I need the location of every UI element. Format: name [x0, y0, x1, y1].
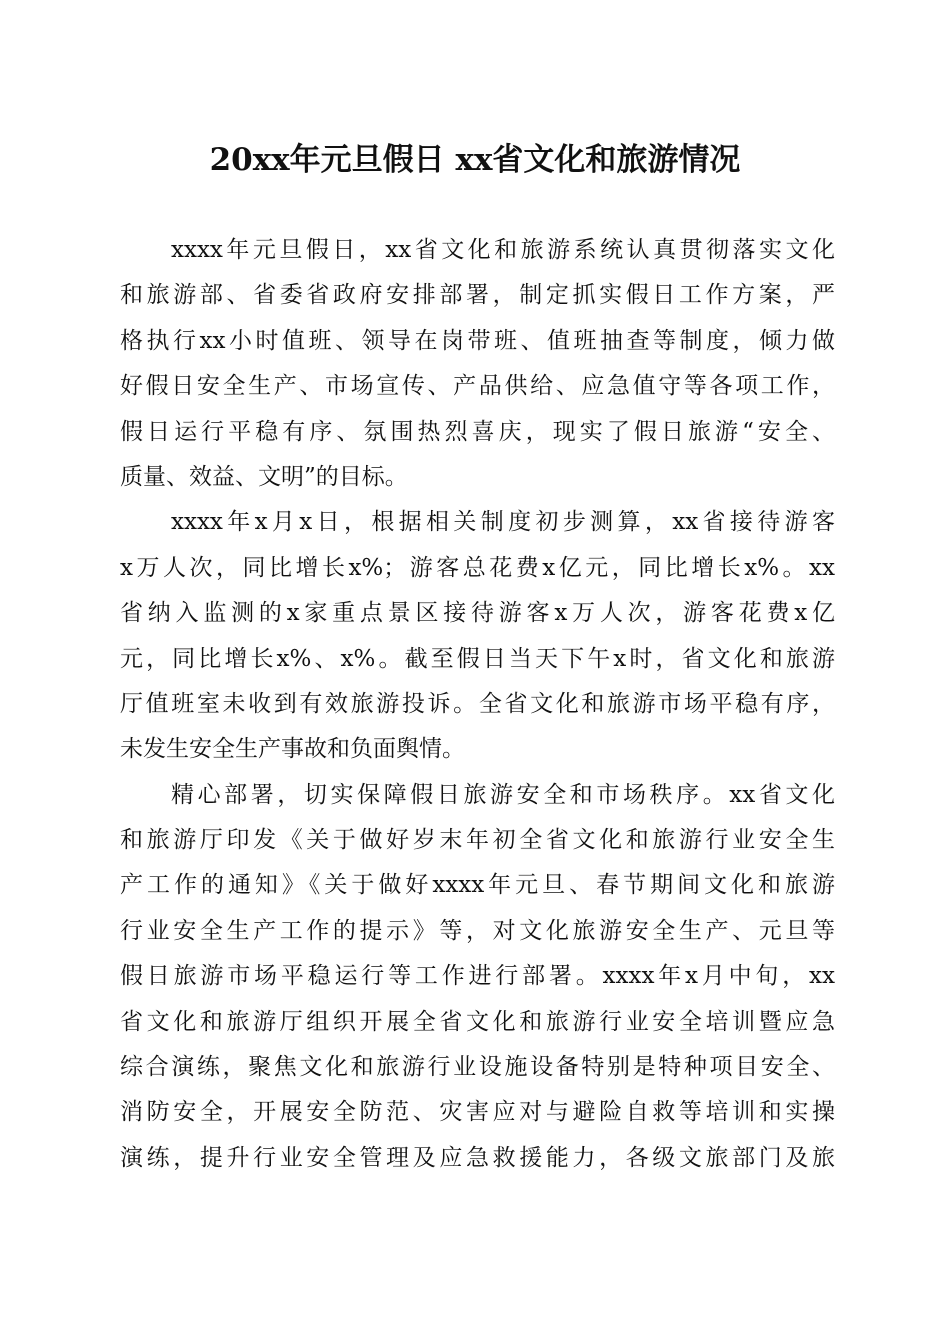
paragraph-line: 和旅游厅印发《关于做好岁末年初全省文化和旅游行业安全生	[120, 827, 835, 854]
paragraph	[120, 228, 835, 500]
paragraph-line: 省文化和旅游厅组织开展全省文化和旅游行业安全培训暨应急	[120, 1008, 835, 1035]
paragraph-line: 综合演练，聚焦文化和旅游行业设施设备特别是特种项目安全、	[120, 1054, 835, 1081]
paragraph	[120, 773, 835, 1182]
paragraph-line: 好假日安全生产、市场宣传、产品供给、应急值守等各项工作，	[120, 373, 835, 400]
paragraph-line: 和旅游部、省委省政府安排部署，制定抓实假日工作方案，严	[120, 282, 835, 309]
paragraph-line: 质量、效益、文明”的目标。	[120, 463, 408, 490]
paragraph-line: 格执行xx小时值班、领导在岗带班、值班抽查等制度，倾力做	[120, 327, 835, 354]
paragraph-line: 精心部署，切实保障假日旅游安全和市场秩序。xx省文化	[171, 781, 835, 808]
paragraph-line: 行业安全生产工作的提示》等，对文化旅游安全生产、元旦等	[120, 917, 835, 944]
paragraph-line: xxxx年x月x日，根据相关制度初步测算，xx省接待游客	[171, 509, 835, 536]
paragraph-line: 省纳入监测的x家重点景区接待游客x万人次，游客花费x亿	[120, 600, 835, 627]
paragraph-line: 厅值班室未收到有效旅游投诉。全省文化和旅游市场平稳有序，	[120, 690, 835, 717]
paragraph-line: 产工作的通知》《关于做好xxxx年元旦、春节期间文化和旅游	[120, 872, 835, 899]
paragraph-line: 演练，提升行业安全管理及应急救援能力，各级文旅部门及旅	[120, 1144, 835, 1171]
paragraph-line: 未发生安全生产事故和负面舆情。	[120, 736, 465, 763]
paragraph-line: xxxx年元旦假日，xx省文化和旅游系统认真贯彻落实文化	[171, 237, 835, 263]
paragraph-line: 假日运行平稳有序、氛围热烈喜庆，现实了假日旅游“安全、	[120, 418, 835, 445]
paragraph-line: x万人次，同比增长x%；游客总花费x亿元，同比增长x%。xx	[120, 554, 835, 581]
paragraph-line: 元，同比增长x%、x%。截至假日当天下午x时，省文化和旅游	[120, 645, 835, 672]
paragraph-line: 消防安全，开展安全防范、灾害应对与避险自救等培训和实操	[120, 1099, 835, 1126]
document-body	[120, 228, 835, 1181]
paragraph-line: 假日旅游市场平稳运行等工作进行部署。xxxx年x月中旬，xx	[120, 963, 835, 990]
document-title: 20xx年元旦假日 xx省文化和旅游情况	[209, 142, 741, 178]
paragraph	[120, 500, 835, 772]
